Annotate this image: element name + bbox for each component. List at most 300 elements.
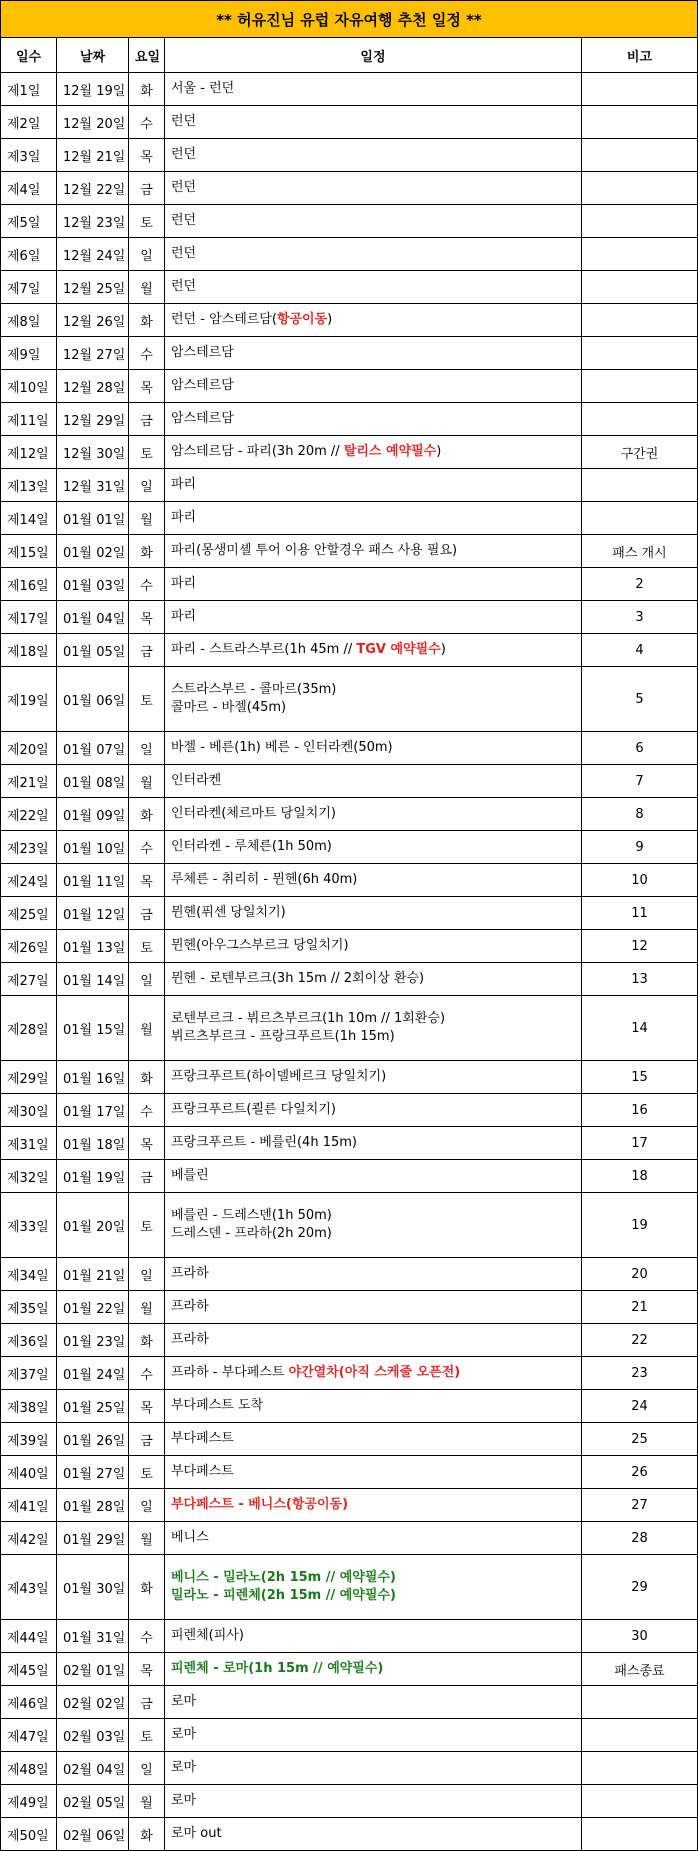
plan-cell [165, 535, 582, 568]
note-cell: 16 [581, 1094, 697, 1127]
plan-cell [165, 634, 582, 667]
weekday-cell: 수 [129, 106, 165, 139]
plan-text: 프랑크푸르트(쾰른 다일치기) [171, 1102, 336, 1117]
note-cell [581, 106, 697, 139]
plan-line [171, 1101, 575, 1119]
plan-text: 파리 [171, 609, 197, 624]
day-cell: 제41일 [1, 1489, 57, 1522]
plan-cell [165, 238, 582, 271]
day-cell: 제6일 [1, 238, 57, 271]
day-cell: 제28일 [1, 996, 57, 1061]
note-cell: 30 [581, 1620, 697, 1653]
date-cell: 01월 28일 [57, 1489, 129, 1522]
weekday-cell: 목 [129, 370, 165, 403]
day-cell: 제32일 [1, 1160, 57, 1193]
table-row [1, 1719, 698, 1752]
plan-text: 부다페스트 [171, 1431, 234, 1446]
day-cell: 제7일 [1, 271, 57, 304]
date-cell: 01월 18일 [57, 1127, 129, 1160]
date-cell: 01월 04일 [57, 601, 129, 634]
date-cell: 01월 20일 [57, 1193, 129, 1258]
day-cell: 제8일 [1, 304, 57, 337]
weekday-cell: 일 [129, 1258, 165, 1291]
plan-cell [165, 1456, 582, 1489]
weekday-cell: 금 [129, 1686, 165, 1719]
plan-text: 인터라켄 - 루체른(1h 50m) [171, 839, 332, 854]
day-cell: 제45일 [1, 1653, 57, 1686]
date-cell: 12월 26일 [57, 304, 129, 337]
note-cell: 패스 개시 [581, 535, 697, 568]
plan-text: 런던 [171, 147, 197, 162]
note-cell [581, 304, 697, 337]
note-cell: 17 [581, 1127, 697, 1160]
weekday-cell: 금 [129, 634, 165, 667]
day-cell: 제36일 [1, 1324, 57, 1357]
plan-text: 런던 [171, 213, 197, 228]
plan-cell [165, 568, 582, 601]
weekday-cell: 금 [129, 897, 165, 930]
plan-cell [165, 1193, 582, 1258]
weekday-cell: 화 [129, 535, 165, 568]
table-row [1, 1390, 698, 1423]
header-weekday: 요일 [129, 38, 165, 73]
plan-cell [165, 996, 582, 1061]
plan-cell [165, 1785, 582, 1818]
plan-line [171, 1298, 575, 1316]
weekday-cell: 목 [129, 864, 165, 897]
note-cell: 구간권 [581, 436, 697, 469]
weekday-cell: 수 [129, 337, 165, 370]
plan-cell [165, 1160, 582, 1193]
plan-text: 베니스 [171, 1530, 209, 1545]
weekday-cell: 화 [129, 1555, 165, 1620]
table-row [1, 1555, 698, 1620]
weekday-cell: 일 [129, 469, 165, 502]
plan-line [171, 608, 575, 626]
weekday-cell: 일 [129, 1489, 165, 1522]
plan-cell [165, 304, 582, 337]
note-cell [581, 1686, 697, 1719]
weekday-cell: 화 [129, 73, 165, 106]
table-row [1, 1522, 698, 1555]
table-row [1, 1620, 698, 1653]
plan-line [171, 443, 575, 461]
date-cell: 01월 27일 [57, 1456, 129, 1489]
plan-text: 런던 [171, 114, 197, 129]
date-cell: 01월 06일 [57, 667, 129, 732]
plan-line [171, 1660, 575, 1678]
plan-highlight: 야간열차(아직 스케줄 오픈전) [288, 1365, 461, 1380]
date-cell: 01월 11일 [57, 864, 129, 897]
weekday-cell: 일 [129, 963, 165, 996]
plan-text: 바젤 - 베른(1h) 베른 - 인터라켄(50m) [171, 740, 393, 755]
plan-cell [165, 1061, 582, 1094]
date-cell: 01월 22일 [57, 1291, 129, 1324]
weekday-cell: 월 [129, 502, 165, 535]
plan-text: 파리 [171, 510, 197, 525]
day-cell: 제44일 [1, 1620, 57, 1653]
note-cell [581, 1752, 697, 1785]
date-cell: 12월 31일 [57, 469, 129, 502]
weekday-cell: 화 [129, 304, 165, 337]
note-cell [581, 469, 697, 502]
plan-line [171, 344, 575, 362]
date-cell: 01월 17일 [57, 1094, 129, 1127]
note-cell [581, 271, 697, 304]
date-cell: 12월 21일 [57, 139, 129, 172]
weekday-cell: 금 [129, 1160, 165, 1193]
plan-line [171, 146, 575, 164]
day-cell: 제1일 [1, 73, 57, 106]
note-cell: 2 [581, 568, 697, 601]
title-row [1, 1, 698, 38]
table-row [1, 304, 698, 337]
plan-line [171, 212, 575, 230]
plan-line [171, 1627, 575, 1645]
day-cell: 제17일 [1, 601, 57, 634]
table-row [1, 370, 698, 403]
plan-text: 로마 [171, 1793, 197, 1808]
table-row [1, 1785, 698, 1818]
note-cell: 29 [581, 1555, 697, 1620]
table-row [1, 1686, 698, 1719]
plan-cell [165, 930, 582, 963]
plan-line [171, 681, 575, 699]
plan-line [171, 937, 575, 955]
day-cell: 제35일 [1, 1291, 57, 1324]
plan-line [171, 113, 575, 131]
plan-cell [165, 1752, 582, 1785]
date-cell: 01월 25일 [57, 1390, 129, 1423]
note-cell: 21 [581, 1291, 697, 1324]
weekday-cell: 수 [129, 568, 165, 601]
plan-text: 뮌헨 - 로텐부르크(3h 15m // 2회이상 환승) [171, 971, 425, 986]
plan-text: 베를린 - 드레스덴(1h 50m) [171, 1208, 332, 1223]
weekday-cell: 금 [129, 1423, 165, 1456]
table-row [1, 73, 698, 106]
weekday-cell: 금 [129, 403, 165, 436]
date-cell: 01월 07일 [57, 732, 129, 765]
plan-cell [165, 1555, 582, 1620]
date-cell: 12월 27일 [57, 337, 129, 370]
weekday-cell: 화 [129, 798, 165, 831]
date-cell: 01월 23일 [57, 1324, 129, 1357]
note-cell: 패스종료 [581, 1653, 697, 1686]
table-row [1, 1061, 698, 1094]
plan-line [171, 1569, 575, 1587]
note-cell [581, 205, 697, 238]
day-cell: 제33일 [1, 1193, 57, 1258]
weekday-cell: 토 [129, 1456, 165, 1489]
note-cell: 8 [581, 798, 697, 831]
plan-line [171, 904, 575, 922]
plan-text: ) [436, 444, 442, 459]
table-row [1, 732, 698, 765]
plan-line [171, 1068, 575, 1086]
table-row [1, 1653, 698, 1686]
date-cell: 01월 01일 [57, 502, 129, 535]
plan-highlight: 베니스 - 밀라노(2h 15m // 예약필수) [171, 1570, 396, 1585]
plan-line [171, 1463, 575, 1481]
weekday-cell: 수 [129, 1094, 165, 1127]
weekday-cell: 수 [129, 1357, 165, 1390]
plan-cell [165, 469, 582, 502]
table-row [1, 634, 698, 667]
plan-line [171, 80, 575, 98]
date-cell: 12월 20일 [57, 106, 129, 139]
weekday-cell: 월 [129, 271, 165, 304]
itinerary-rows [1, 73, 698, 1851]
plan-cell [165, 831, 582, 864]
note-cell [581, 73, 697, 106]
table-row [1, 436, 698, 469]
plan-text: 프라하 [171, 1266, 209, 1281]
plan-text: 콜마르 - 바젤(45m) [171, 700, 287, 715]
table-row [1, 831, 698, 864]
note-cell: 11 [581, 897, 697, 930]
plan-cell [165, 1653, 582, 1686]
note-cell [581, 370, 697, 403]
note-cell [581, 1785, 697, 1818]
weekday-cell: 일 [129, 732, 165, 765]
plan-line [171, 542, 575, 560]
weekday-cell: 월 [129, 1522, 165, 1555]
weekday-cell: 토 [129, 436, 165, 469]
day-cell: 제42일 [1, 1522, 57, 1555]
weekday-cell: 목 [129, 1127, 165, 1160]
day-cell: 제2일 [1, 106, 57, 139]
date-cell: 02월 03일 [57, 1719, 129, 1752]
plan-cell [165, 502, 582, 535]
day-cell: 제23일 [1, 831, 57, 864]
day-cell: 제40일 [1, 1456, 57, 1489]
plan-highlight: 항공이동 [276, 312, 328, 327]
plan-line [171, 575, 575, 593]
plan-cell [165, 73, 582, 106]
day-cell: 제9일 [1, 337, 57, 370]
plan-highlight: 탈리스 예약필수 [343, 444, 437, 459]
plan-cell [165, 667, 582, 732]
date-cell: 01월 19일 [57, 1160, 129, 1193]
plan-cell [165, 1818, 582, 1851]
date-cell: 02월 02일 [57, 1686, 129, 1719]
day-cell: 제43일 [1, 1555, 57, 1620]
day-cell: 제18일 [1, 634, 57, 667]
plan-text: 암스테르담 [171, 345, 234, 360]
day-cell: 제5일 [1, 205, 57, 238]
plan-line [171, 1265, 575, 1283]
table-row [1, 1291, 698, 1324]
plan-text: 프랑크푸르트(하이델베르크 당일치기) [171, 1069, 387, 1084]
table-row [1, 864, 698, 897]
day-cell: 제10일 [1, 370, 57, 403]
plan-text: ) [440, 642, 446, 657]
day-cell: 제27일 [1, 963, 57, 996]
plan-text: 프랑크푸르트 - 베를린(4h 15m) [171, 1135, 357, 1150]
plan-line [171, 1397, 575, 1415]
plan-line [171, 278, 575, 296]
table-row [1, 106, 698, 139]
day-cell: 제24일 [1, 864, 57, 897]
day-cell: 제38일 [1, 1390, 57, 1423]
plan-text: 런던 [171, 279, 197, 294]
table-row [1, 337, 698, 370]
weekday-cell: 토 [129, 667, 165, 732]
plan-line [171, 1496, 575, 1514]
plan-text: 부다페스트 도착 [171, 1398, 264, 1413]
note-cell [581, 1818, 697, 1851]
plan-text: 파리 - 스트라스부르(1h 45m // [171, 642, 357, 657]
plan-text: ) [327, 312, 333, 327]
weekday-cell: 월 [129, 1291, 165, 1324]
table-row [1, 1094, 698, 1127]
date-cell: 02월 06일 [57, 1818, 129, 1851]
plan-text: 부다페스트 [171, 1464, 234, 1479]
note-cell: 4 [581, 634, 697, 667]
weekday-cell: 월 [129, 765, 165, 798]
weekday-cell: 화 [129, 1324, 165, 1357]
weekday-cell: 일 [129, 1752, 165, 1785]
note-cell: 15 [581, 1061, 697, 1094]
day-cell: 제3일 [1, 139, 57, 172]
plan-text: 피렌체(피사) [171, 1628, 244, 1643]
plan-text: 프라하 [171, 1332, 209, 1347]
day-cell: 제29일 [1, 1061, 57, 1094]
plan-text: 프라하 [171, 1299, 209, 1314]
plan-line [171, 1759, 575, 1777]
table-row [1, 1127, 698, 1160]
plan-line [171, 311, 575, 329]
note-cell: 7 [581, 765, 697, 798]
plan-text: 서울 - 런던 [171, 81, 235, 96]
plan-line [171, 699, 575, 717]
note-cell: 20 [581, 1258, 697, 1291]
plan-line [171, 179, 575, 197]
date-cell: 01월 14일 [57, 963, 129, 996]
plan-line [171, 1167, 575, 1185]
plan-cell [165, 1489, 582, 1522]
header-date: 날짜 [57, 38, 129, 73]
plan-text: 로마 [171, 1760, 197, 1775]
plan-line [171, 970, 575, 988]
note-cell: 18 [581, 1160, 697, 1193]
table-row [1, 667, 698, 732]
day-cell: 제11일 [1, 403, 57, 436]
plan-cell [165, 337, 582, 370]
plan-line [171, 1134, 575, 1152]
plan-text: 런던 [171, 180, 197, 195]
plan-cell [165, 798, 582, 831]
weekday-cell: 토 [129, 1193, 165, 1258]
weekday-cell: 토 [129, 930, 165, 963]
date-cell: 12월 29일 [57, 403, 129, 436]
plan-text: 암스테르담 [171, 378, 234, 393]
date-cell: 01월 15일 [57, 996, 129, 1061]
day-cell: 제22일 [1, 798, 57, 831]
note-cell: 25 [581, 1423, 697, 1456]
table-row [1, 1193, 698, 1258]
note-cell: 12 [581, 930, 697, 963]
weekday-cell: 월 [129, 996, 165, 1061]
plan-text: 암스테르담 - 파리(3h 20m // [171, 444, 344, 459]
weekday-cell: 목 [129, 139, 165, 172]
day-cell: 제30일 [1, 1094, 57, 1127]
day-cell: 제14일 [1, 502, 57, 535]
date-cell: 12월 25일 [57, 271, 129, 304]
table-row [1, 765, 698, 798]
note-cell [581, 139, 697, 172]
date-cell: 01월 30일 [57, 1555, 129, 1620]
date-cell: 01월 26일 [57, 1423, 129, 1456]
plan-text: 파리 [171, 477, 197, 492]
plan-text: 로텐부르크 - 뷔르츠부르크(1h 10m // 1회환승) [171, 1011, 446, 1026]
table-row [1, 1752, 698, 1785]
plan-line [171, 1587, 575, 1605]
plan-cell [165, 732, 582, 765]
table-row [1, 469, 698, 502]
plan-line [171, 1825, 575, 1843]
date-cell: 12월 24일 [57, 238, 129, 271]
weekday-cell: 수 [129, 1620, 165, 1653]
day-cell: 제16일 [1, 568, 57, 601]
table-row [1, 271, 698, 304]
day-cell: 제21일 [1, 765, 57, 798]
plan-cell [165, 370, 582, 403]
table-row [1, 963, 698, 996]
header-plan: 일정 [165, 38, 582, 73]
note-cell: 6 [581, 732, 697, 765]
date-cell: 01월 21일 [57, 1258, 129, 1291]
date-cell: 01월 12일 [57, 897, 129, 930]
plan-line [171, 772, 575, 790]
day-cell: 제12일 [1, 436, 57, 469]
table-row [1, 1818, 698, 1851]
weekday-cell: 월 [129, 1785, 165, 1818]
day-cell: 제19일 [1, 667, 57, 732]
plan-text: 런던 [171, 246, 197, 261]
header-day: 일수 [1, 38, 57, 73]
table-row [1, 1357, 698, 1390]
note-cell [581, 1719, 697, 1752]
day-cell: 제25일 [1, 897, 57, 930]
plan-line [171, 1331, 575, 1349]
plan-text: 뷔르츠부르크 - 프랑크푸르트(1h 15m) [171, 1029, 395, 1044]
plan-line [171, 1364, 575, 1382]
day-cell: 제26일 [1, 930, 57, 963]
plan-cell [165, 1258, 582, 1291]
day-cell: 제15일 [1, 535, 57, 568]
plan-line [171, 410, 575, 428]
plan-line [171, 641, 575, 659]
table-row [1, 1258, 698, 1291]
plan-cell [165, 1390, 582, 1423]
date-cell: 01월 10일 [57, 831, 129, 864]
plan-cell [165, 1686, 582, 1719]
plan-line [171, 871, 575, 889]
table-row [1, 238, 698, 271]
day-cell: 제31일 [1, 1127, 57, 1160]
plan-cell [165, 1522, 582, 1555]
plan-highlight: 밀라노 - 피렌체(2h 15m // 예약필수) [171, 1588, 396, 1603]
plan-highlight: TGV 예약필수 [356, 642, 441, 657]
date-cell: 12월 28일 [57, 370, 129, 403]
day-cell: 제47일 [1, 1719, 57, 1752]
plan-cell [165, 1127, 582, 1160]
table-row [1, 601, 698, 634]
table-row [1, 798, 698, 831]
plan-cell [165, 1357, 582, 1390]
plan-text: 인터라켄(체르마트 당일치기) [171, 806, 336, 821]
